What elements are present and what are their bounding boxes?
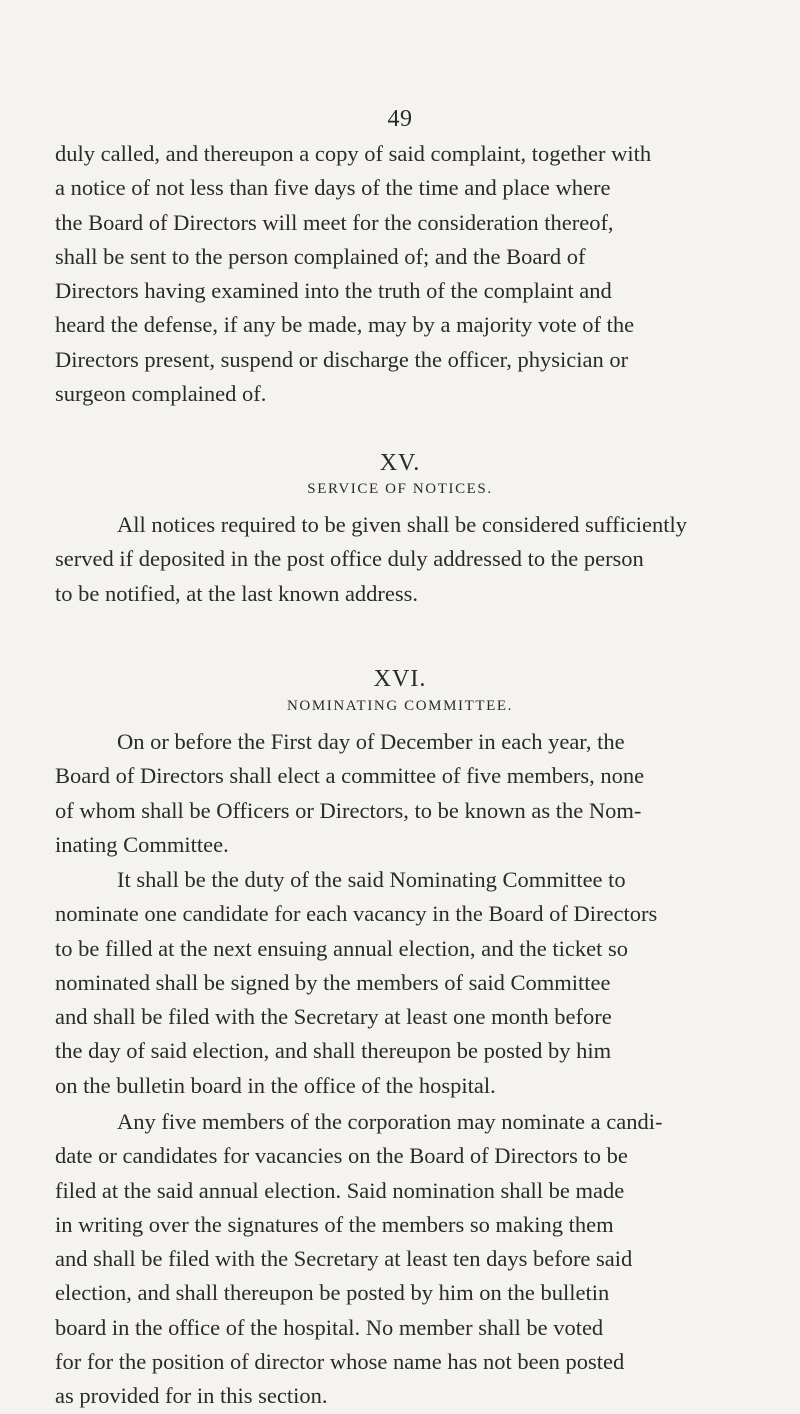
text-line: Board of Directors shall elect a committee of five members, none — [55, 763, 645, 789]
text-line: On or before the First day of December in each year, the — [117, 729, 625, 754]
text-line: nominated shall be signed by the members of said Committee — [55, 969, 611, 995]
text-line: in writing over the signatures of the members so making them — [55, 1211, 614, 1237]
section-number-xv: XV. — [379, 450, 421, 476]
text-line: Directors present, suspend or discharge the officer, physician or — [55, 346, 629, 372]
text-line: Any five members of the corporation may nominate a candi- — [117, 1109, 663, 1134]
section-number-xvi: XVI. — [373, 666, 427, 692]
text-line: a notice of not less than five days of the time and place where — [55, 175, 611, 201]
text-line: of whom shall be Officers or Directors, to be known as the Nom- — [55, 797, 642, 823]
text-line: and shall be filed with the Secretary at least ten days before said — [55, 1246, 633, 1272]
text-line: to be notified, at the last known address. — [55, 580, 419, 606]
text-line: filed at the said annual election. Said nomination shall be made — [55, 1177, 625, 1203]
text-line: the day of said election, and shall thereupon be posted by him — [55, 1038, 612, 1064]
section-xvi-paragraph-1 — [55, 725, 743, 862]
text-line: the Board of Directors will meet for the consideration thereof, — [55, 209, 614, 235]
text-line: nominate one candidate for each vacancy in the Board of Directors — [55, 901, 658, 927]
text-line: for for the position of director whose name has not been posted — [55, 1349, 625, 1375]
section-xvi-paragraph-3 — [55, 1105, 743, 1414]
text-line: to be filled at the next ensuing annual election, and the ticket so — [55, 935, 628, 961]
page-number: 49 — [387, 106, 413, 132]
section-xv-paragraph — [55, 508, 743, 611]
section-xvi-paragraph-2 — [55, 863, 743, 1103]
text-line: heard the defense, if any be made, may by a majority vote of the — [55, 312, 635, 338]
text-line: served if deposited in the post office duly addressed to the person — [55, 546, 644, 572]
text-line: It shall be the duty of the said Nominating Committee to — [117, 867, 626, 892]
text-line: shall be sent to the person complained of; and the Board of — [55, 243, 586, 269]
text-line: election, and shall thereupon be posted by him on the bulletin — [55, 1280, 610, 1306]
section-title-nominating-committee: NOMINATING COMMITTEE. — [286, 698, 514, 714]
section-title-service-of-notices: SERVICE OF NOTICES. — [307, 481, 493, 497]
text-line: date or candidates for vacancies on the Board of Directors to be — [55, 1143, 628, 1169]
text-line: and shall be filed with the Secretary at least one month before — [55, 1004, 612, 1030]
text-line: All notices required to be given shall be considered sufficiently — [117, 512, 688, 537]
text-line: on the bulletin board in the office of the hospital. — [55, 1072, 496, 1098]
text-line: board in the office of the hospital. No member shall be voted — [55, 1314, 604, 1340]
text-line: inating Committee. — [55, 831, 229, 857]
text-line: as provided for in this section. — [55, 1383, 328, 1409]
text-line: surgeon complained of. — [55, 381, 267, 407]
intro-paragraph — [55, 137, 743, 411]
text-line: duly called, and thereupon a copy of said complaint, together with — [55, 141, 652, 166]
text-line: Directors having examined into the truth of the complaint and — [55, 278, 612, 304]
